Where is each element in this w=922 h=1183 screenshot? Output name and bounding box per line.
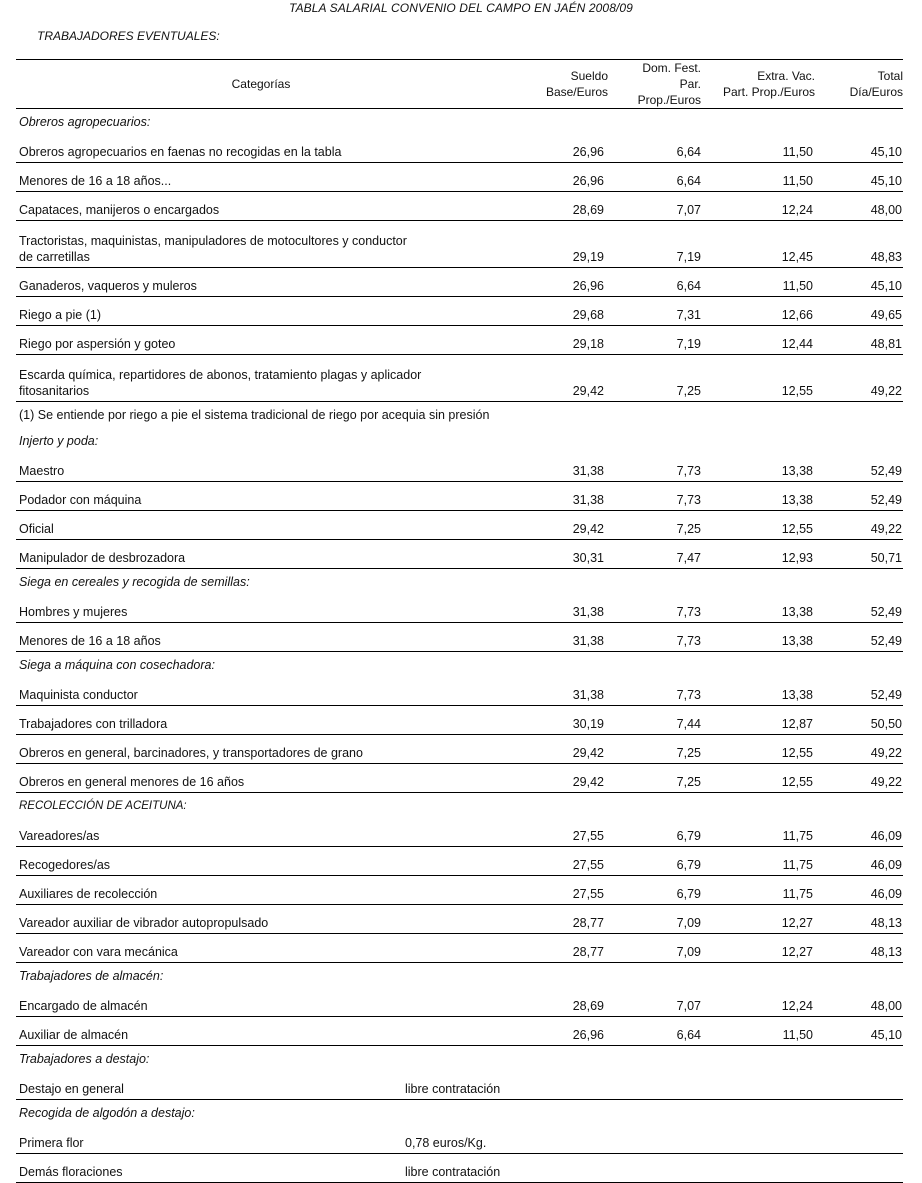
cell-sueldo: 29,42 bbox=[506, 764, 616, 793]
table-row bbox=[16, 297, 903, 326]
header-total-line2: Día/Euros bbox=[849, 85, 903, 99]
salary-table bbox=[16, 59, 903, 1183]
table-row bbox=[16, 1017, 903, 1046]
row-category: Obreros en general, barcinadores, y transportadores de grano bbox=[16, 735, 506, 764]
cell-extra: 11,50 bbox=[711, 1017, 821, 1046]
cell-total: 49,22 bbox=[821, 735, 903, 764]
section-title: Recogida de algodón a destajo: bbox=[19, 1105, 195, 1120]
row-value-text: libre contratación bbox=[405, 1082, 501, 1096]
row-category bbox=[16, 1125, 506, 1154]
header-dom-fest bbox=[616, 60, 711, 109]
cell-extra: 12,27 bbox=[711, 905, 821, 934]
cell-dom: 7,47 bbox=[616, 540, 711, 569]
cell-total: 48,00 bbox=[821, 192, 903, 221]
row-category: Vareador auxiliar de vibrador autopropulsado bbox=[16, 905, 506, 934]
cell-sueldo: 28,69 bbox=[506, 988, 616, 1017]
cell-extra: 12,24 bbox=[711, 192, 821, 221]
table-row bbox=[16, 594, 903, 623]
row-category: Riego a pie (1) bbox=[16, 297, 506, 326]
cell-dom: 6,79 bbox=[616, 847, 711, 876]
cell-total: 52,49 bbox=[821, 594, 903, 623]
header-total bbox=[821, 60, 903, 109]
table-row bbox=[16, 221, 903, 268]
cell-sueldo: 29,42 bbox=[506, 511, 616, 540]
section-row bbox=[16, 1046, 903, 1072]
cell-sueldo: 27,55 bbox=[506, 818, 616, 847]
table-row bbox=[16, 192, 903, 221]
row-category: Menores de 16 a 18 años... bbox=[16, 163, 506, 192]
cell-dom: 6,79 bbox=[616, 818, 711, 847]
cell-dom: 7,07 bbox=[616, 192, 711, 221]
cell-total: 49,65 bbox=[821, 297, 903, 326]
cell-total: 49,22 bbox=[821, 355, 903, 402]
cell-dom: 7,73 bbox=[616, 594, 711, 623]
empty-cell bbox=[506, 1154, 903, 1183]
row-category: Hombres y mujeres bbox=[16, 594, 506, 623]
section-title: RECOLECCIÓN DE ACEITUNA: bbox=[19, 799, 187, 812]
header-extra-line2: Part. Prop./Euros bbox=[722, 85, 815, 99]
cell-sueldo: 30,19 bbox=[506, 706, 616, 735]
cell-sueldo: 26,96 bbox=[506, 134, 616, 163]
row-category: Riego por aspersión y goteo bbox=[16, 326, 506, 355]
cell-total: 52,49 bbox=[821, 623, 903, 652]
cell-sueldo: 29,68 bbox=[506, 297, 616, 326]
cell-dom: 6,64 bbox=[616, 268, 711, 297]
cell-extra: 12,45 bbox=[711, 221, 821, 268]
cell-sueldo: 28,77 bbox=[506, 905, 616, 934]
table-row bbox=[16, 134, 903, 163]
cell-sueldo: 29,42 bbox=[506, 735, 616, 764]
cell-sueldo: 26,96 bbox=[506, 1017, 616, 1046]
section-row bbox=[16, 652, 903, 678]
cell-extra: 12,87 bbox=[711, 706, 821, 735]
cell-total: 48,83 bbox=[821, 221, 903, 268]
empty-cell bbox=[506, 1071, 903, 1100]
section-row bbox=[16, 428, 903, 453]
cell-extra: 12,24 bbox=[711, 988, 821, 1017]
table-row bbox=[16, 163, 903, 192]
cell-sueldo: 31,38 bbox=[506, 453, 616, 482]
cell-extra: 12,93 bbox=[711, 540, 821, 569]
cell-dom: 7,25 bbox=[616, 735, 711, 764]
table-row bbox=[16, 677, 903, 706]
header-extra-line1: Extra. Vac. bbox=[757, 69, 815, 83]
header-categorias: Categorías bbox=[16, 60, 506, 109]
cell-dom: 7,07 bbox=[616, 988, 711, 1017]
section-title: Injerto y poda: bbox=[19, 433, 99, 448]
cell-dom: 7,73 bbox=[616, 453, 711, 482]
section-title: Siega a máquina con cosechadora: bbox=[19, 657, 215, 672]
cell-extra: 12,27 bbox=[711, 934, 821, 963]
header-dom-line1: Dom. Fest. bbox=[642, 61, 701, 75]
document-title: TABLA SALARIAL CONVENIO DEL CAMPO EN JAÉN 2008/09 bbox=[289, 1, 633, 15]
table-row bbox=[16, 764, 903, 793]
cell-total: 46,09 bbox=[821, 876, 903, 905]
cell-extra: 12,55 bbox=[711, 764, 821, 793]
row-category: Oficial bbox=[16, 511, 506, 540]
section-title: Trabajadores de almacén: bbox=[19, 968, 164, 983]
cell-sueldo: 31,38 bbox=[506, 482, 616, 511]
cell-extra: 13,38 bbox=[711, 594, 821, 623]
row-category bbox=[16, 355, 506, 402]
cell-total: 48,81 bbox=[821, 326, 903, 355]
cell-sueldo: 27,55 bbox=[506, 847, 616, 876]
cell-total: 50,50 bbox=[821, 706, 903, 735]
cell-dom: 7,73 bbox=[616, 677, 711, 706]
cell-total: 52,49 bbox=[821, 453, 903, 482]
row-category: Ganaderos, vaqueros y muleros bbox=[16, 268, 506, 297]
cell-total: 52,49 bbox=[821, 677, 903, 706]
header-total-line1: Total bbox=[877, 69, 903, 83]
table-row bbox=[16, 847, 903, 876]
table-row bbox=[16, 1125, 903, 1154]
row-category: Manipulador de desbrozadora bbox=[16, 540, 506, 569]
section-row bbox=[16, 109, 903, 135]
row-category-line2: de carretillas bbox=[19, 250, 90, 264]
cell-dom: 7,25 bbox=[616, 355, 711, 402]
row-category: Recogedores/as bbox=[16, 847, 506, 876]
cell-sueldo: 31,38 bbox=[506, 623, 616, 652]
section-row bbox=[16, 569, 903, 595]
cell-extra: 12,55 bbox=[711, 355, 821, 402]
cell-sueldo: 26,96 bbox=[506, 268, 616, 297]
table-row bbox=[16, 326, 903, 355]
section-title: Siega en cereales y recogida de semillas: bbox=[19, 574, 250, 589]
row-category: Podador con máquina bbox=[16, 482, 506, 511]
header-sueldo-line2: Base/Euros bbox=[545, 85, 608, 99]
row-category: Menores de 16 a 18 años bbox=[16, 623, 506, 652]
cell-total: 48,13 bbox=[821, 934, 903, 963]
row-category: Trabajadores con trilladora bbox=[16, 706, 506, 735]
section-title: Trabajadores a destajo: bbox=[19, 1051, 150, 1066]
row-category: Vareador con vara mecánica bbox=[16, 934, 506, 963]
section-row bbox=[16, 963, 903, 989]
cell-sueldo: 27,55 bbox=[506, 876, 616, 905]
footnote-text: (1) Se entiende por riego a pie el sistema tradicional de riego por acequia sin presión bbox=[19, 408, 490, 422]
cell-dom: 6,64 bbox=[616, 1017, 711, 1046]
cell-total: 46,09 bbox=[821, 818, 903, 847]
cell-sueldo: 31,38 bbox=[506, 594, 616, 623]
table-row bbox=[16, 355, 903, 402]
cell-sueldo: 26,96 bbox=[506, 163, 616, 192]
header-dom-line2: Par. Prop./Euros bbox=[637, 77, 701, 107]
cell-sueldo: 30,31 bbox=[506, 540, 616, 569]
footnote-row bbox=[16, 402, 903, 429]
row-category-line2: fitosanitarios bbox=[19, 384, 90, 398]
table-row bbox=[16, 511, 903, 540]
cell-dom: 7,44 bbox=[616, 706, 711, 735]
row-category-text: Demás floraciones bbox=[19, 1165, 123, 1179]
table-row bbox=[16, 268, 903, 297]
cell-extra: 12,55 bbox=[711, 735, 821, 764]
cell-dom: 6,64 bbox=[616, 163, 711, 192]
cell-extra: 12,66 bbox=[711, 297, 821, 326]
table-row bbox=[16, 934, 903, 963]
table-row bbox=[16, 818, 903, 847]
row-category: Vareadores/as bbox=[16, 818, 506, 847]
cell-sueldo: 29,19 bbox=[506, 221, 616, 268]
table-row bbox=[16, 988, 903, 1017]
row-category-text: Destajo en general bbox=[19, 1082, 124, 1096]
table-header-row bbox=[16, 60, 903, 109]
section-title: Obreros agropecuarios: bbox=[19, 114, 151, 129]
table-row bbox=[16, 453, 903, 482]
document-subtitle: TRABAJADORES EVENTUALES: bbox=[37, 29, 220, 43]
cell-extra: 13,38 bbox=[711, 453, 821, 482]
row-category: Maquinista conductor bbox=[16, 677, 506, 706]
row-category: Obreros en general menores de 16 años bbox=[16, 764, 506, 793]
table-row bbox=[16, 876, 903, 905]
row-category bbox=[16, 221, 506, 268]
cell-extra: 11,75 bbox=[711, 847, 821, 876]
row-category-line1: Escarda química, repartidores de abonos, tratamiento plagas y aplicador bbox=[19, 368, 422, 382]
cell-total: 45,10 bbox=[821, 163, 903, 192]
table-row bbox=[16, 706, 903, 735]
cell-total: 46,09 bbox=[821, 847, 903, 876]
header-sueldo bbox=[506, 60, 616, 109]
row-category bbox=[16, 1071, 506, 1100]
cell-dom: 7,19 bbox=[616, 326, 711, 355]
row-value-text: 0,78 euros/Kg. bbox=[405, 1136, 487, 1150]
cell-dom: 6,64 bbox=[616, 134, 711, 163]
cell-extra: 12,55 bbox=[711, 511, 821, 540]
row-value-text: libre contratación bbox=[405, 1165, 501, 1179]
table-row bbox=[16, 905, 903, 934]
table-row bbox=[16, 735, 903, 764]
cell-total: 52,49 bbox=[821, 482, 903, 511]
cell-total: 49,22 bbox=[821, 511, 903, 540]
cell-extra: 11,50 bbox=[711, 268, 821, 297]
table-row bbox=[16, 1154, 903, 1183]
cell-total: 50,71 bbox=[821, 540, 903, 569]
cell-extra: 11,50 bbox=[711, 134, 821, 163]
cell-extra: 13,38 bbox=[711, 623, 821, 652]
cell-dom: 7,73 bbox=[616, 482, 711, 511]
cell-extra: 12,44 bbox=[711, 326, 821, 355]
cell-dom: 7,73 bbox=[616, 623, 711, 652]
cell-sueldo: 28,77 bbox=[506, 934, 616, 963]
table-row bbox=[16, 540, 903, 569]
cell-total: 48,00 bbox=[821, 988, 903, 1017]
table-row bbox=[16, 623, 903, 652]
row-category-line1: Tractoristas, maquinistas, manipuladores de motocultores y conductor bbox=[19, 234, 407, 248]
row-category: Auxiliar de almacén bbox=[16, 1017, 506, 1046]
table-row bbox=[16, 1071, 903, 1100]
cell-extra: 13,38 bbox=[711, 677, 821, 706]
row-category-text: Primera flor bbox=[19, 1136, 84, 1150]
cell-total: 45,10 bbox=[821, 1017, 903, 1046]
cell-dom: 7,19 bbox=[616, 221, 711, 268]
cell-total: 49,22 bbox=[821, 764, 903, 793]
cell-dom: 7,09 bbox=[616, 905, 711, 934]
cell-total: 48,13 bbox=[821, 905, 903, 934]
header-sueldo-line1: Sueldo bbox=[570, 69, 608, 83]
section-row bbox=[16, 1100, 903, 1126]
cell-dom: 7,25 bbox=[616, 764, 711, 793]
cell-extra: 11,75 bbox=[711, 876, 821, 905]
row-category: Capataces, manijeros o encargados bbox=[16, 192, 506, 221]
cell-dom: 6,79 bbox=[616, 876, 711, 905]
section-row bbox=[16, 793, 903, 819]
row-category bbox=[16, 1154, 506, 1183]
cell-sueldo: 29,18 bbox=[506, 326, 616, 355]
cell-sueldo: 29,42 bbox=[506, 355, 616, 402]
table-row bbox=[16, 482, 903, 511]
empty-cell bbox=[506, 1125, 903, 1154]
header-extra-vac bbox=[711, 60, 821, 109]
row-category: Obreros agropecuarios en faenas no recogidas en la tabla bbox=[16, 134, 506, 163]
cell-total: 45,10 bbox=[821, 134, 903, 163]
cell-sueldo: 28,69 bbox=[506, 192, 616, 221]
row-category: Encargado de almacén bbox=[16, 988, 506, 1017]
row-category: Auxiliares de recolección bbox=[16, 876, 506, 905]
cell-dom: 7,25 bbox=[616, 511, 711, 540]
cell-extra: 11,50 bbox=[711, 163, 821, 192]
cell-total: 45,10 bbox=[821, 268, 903, 297]
cell-dom: 7,09 bbox=[616, 934, 711, 963]
cell-dom: 7,31 bbox=[616, 297, 711, 326]
row-category: Maestro bbox=[16, 453, 506, 482]
cell-sueldo: 31,38 bbox=[506, 677, 616, 706]
cell-extra: 13,38 bbox=[711, 482, 821, 511]
cell-extra: 11,75 bbox=[711, 818, 821, 847]
